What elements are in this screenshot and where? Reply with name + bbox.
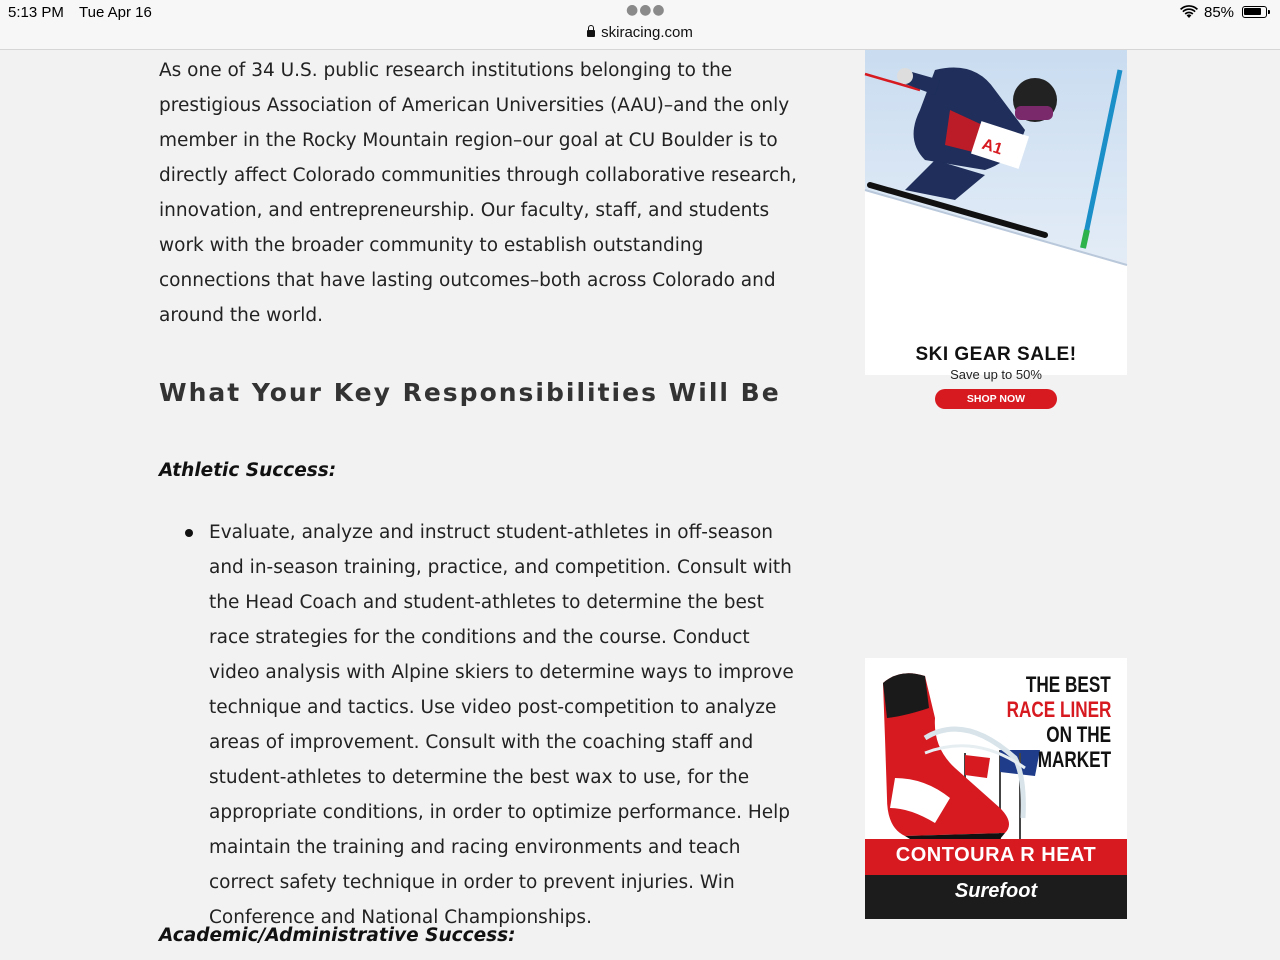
browser-status-bar [0, 0, 1280, 50]
battery-percent: 85% [1204, 4, 1235, 21]
ad-line-3: ON THE [1046, 722, 1111, 747]
ad-subtitle: Save up to 50% [950, 367, 1042, 382]
brand-logo: Surefoot [954, 880, 1038, 902]
section-heading: What Your Key Responsibilities Will Be [159, 378, 781, 407]
battery-nub [1268, 10, 1270, 14]
bullet-icon [185, 529, 193, 537]
url-text[interactable]: skiracing.com [601, 24, 693, 41]
bib-number: A1 [979, 135, 1005, 159]
more-dots-icon[interactable]: ●●● [626, 2, 666, 18]
surefoot-ad[interactable] [865, 658, 1127, 919]
clock: 5:13 PM [8, 4, 64, 21]
date: Tue Apr 16 [79, 4, 152, 21]
battery-icon [1242, 6, 1267, 18]
ad-line-4: MARKET [1037, 747, 1111, 772]
product-name: CONTOURA R HEAT [895, 844, 1097, 866]
intro-paragraph: As one of 34 U.S. public research institutions belonging to the prestigious Association of American Universities (AAU)–and the only member in the Rocky Mountain region–our goal at CU Boulder is to directly affect Colorado communities through collaborative research, innovation, and entrepreneurship. Our faculty, staff, and students work with the broader community to establish outstanding connections that have lasting outcomes–both across Colorado and around the world. [159, 60, 797, 326]
list-item [159, 515, 799, 935]
shop-now-button[interactable]: SHOP NOW [935, 389, 1057, 409]
ad-line-2: RACE LINER [1006, 697, 1111, 722]
ad-line-1: THE BEST [1026, 672, 1111, 697]
wifi-icon [1180, 5, 1198, 19]
ski-gear-ad[interactable] [865, 50, 1127, 405]
athletic-success-label: Athletic Success: [159, 460, 337, 481]
skier-photo [865, 50, 1127, 310]
lock-icon [587, 30, 595, 37]
academic-success-label: Academic/Administrative Success: [159, 925, 516, 946]
battery-fill [1244, 8, 1261, 15]
ad-title: SKI GEAR SALE! [915, 344, 1077, 365]
boot-liner-image [865, 658, 1045, 839]
bullet-text: Evaluate, analyze and instruct student-athletes in off-season and in-season training, practice, and competition. Consult with the Head Coach and student-athletes to determine the best race strategies for the conditions and the course. Conduct video analysis with Alpine skiers to determine ways to improve technique and tactics. Use video post-competition to analyze areas of improvement. Consult with the coaching staff and student-athletes to determine the best wax to use, for the appropriate conditions, in order to optimize performance. Help maintain the training and racing environments and teach correct safety technique in order to prevent injuries. Win Conference and National Championships. [209, 522, 794, 928]
article-intro [159, 53, 799, 333]
address-bar[interactable] [0, 24, 1280, 41]
